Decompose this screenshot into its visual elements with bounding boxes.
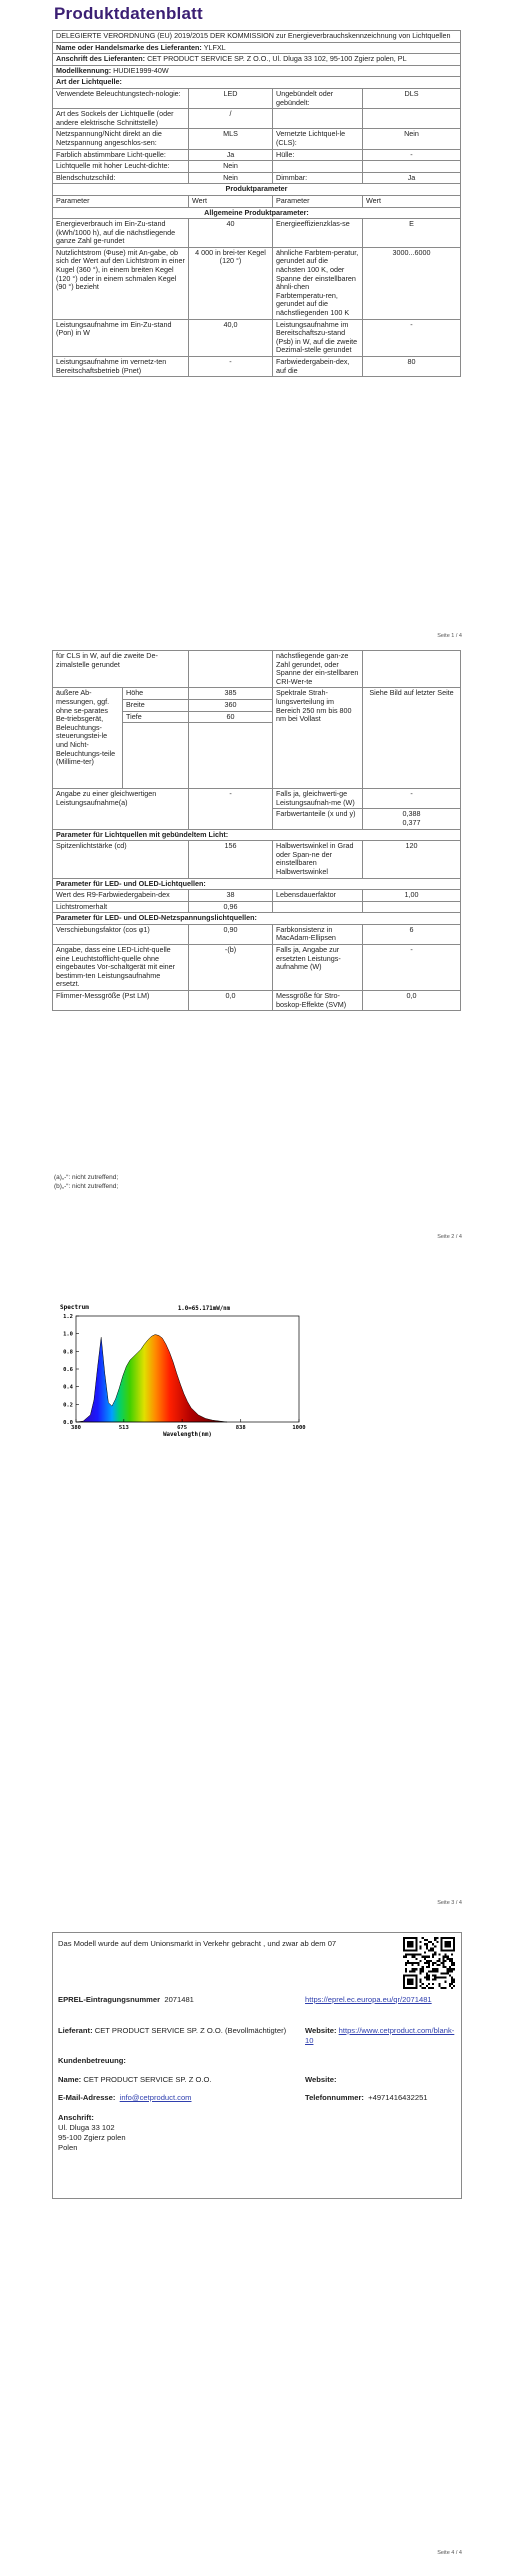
param-value: / xyxy=(189,109,273,129)
table-row xyxy=(53,924,461,944)
table-row xyxy=(53,161,461,173)
supplier-address-row: Anschrift des Lieferanten: CET PRODUCT SERVICE SP. Z O.O., Ul. Dluga 33 102, 95-100 Zgierz polen, PL xyxy=(53,54,461,66)
param-value-2: Ja xyxy=(363,172,461,184)
param-value-2: 80 xyxy=(363,357,461,377)
email-link[interactable]: info@cetproduct.com xyxy=(119,2093,192,2102)
dims-label: äußere Ab-messungen, ggf. ohne se-parates Be-triebsgerät, Beleuchtungs-steuerungstei-le und Nicht-Beleuchtungs-teile (Millime-ter) xyxy=(53,688,123,789)
param-value: 40 xyxy=(189,219,273,248)
cont-left: für CLS in W, auf die zweite De-zimalstelle gerundet xyxy=(53,651,189,688)
table-row xyxy=(53,901,461,913)
spectral-label: Spektrale Strah-lungsverteilung im Bereich 250 nm bis 800 nm bei Vollast xyxy=(273,688,363,789)
param-label-2: Lebensdauerfaktor xyxy=(273,890,363,902)
spectrum-area xyxy=(76,1335,227,1422)
qr-code-icon[interactable] xyxy=(403,1937,455,1989)
website-link[interactable]: https://www.cetproduct.com/blank-10 xyxy=(305,2026,455,2045)
param-value-2: E xyxy=(363,219,461,248)
regulation-text: DELEGIERTE VERORDNUNG (EU) 2019/2015 DER KOMMISSION zur Energieverbrauchskennzeichnung von Lichtquellen xyxy=(53,31,461,43)
dim-depth-label: Tiefe xyxy=(123,711,189,723)
address-line-1: Ul. Dluga 33 102 xyxy=(58,2123,115,2132)
general-heading: Allgemeine Produktparameter: xyxy=(53,207,461,219)
col-param: Parameter xyxy=(53,195,189,207)
param-label: Verwendete Beleuchtungstech-nologie: xyxy=(53,88,189,108)
param-label: Nutzlichtstrom (Φuse) mit An-gabe, ob sich der Wert auf den Lichtstrom in einer Kugel (360 °), in einem breiten Kegel (120 °) oder in einem schmalen Kegel (90 °) bezieht xyxy=(53,247,189,319)
table-row xyxy=(53,172,461,184)
param-value-2: 6 xyxy=(363,924,461,944)
param-label-2 xyxy=(273,901,363,913)
led-heading: Parameter für LED- und OLED-Lichtquellen: xyxy=(53,878,461,890)
table-row xyxy=(53,319,461,356)
params-heading: Produktparameter xyxy=(53,184,461,196)
param-value-2: 3000...6000 xyxy=(363,247,461,319)
param-value: MLS xyxy=(189,129,273,149)
table-row xyxy=(53,149,461,161)
param-label: Spitzenlichtstärke (cd) xyxy=(53,841,189,878)
param-label-2 xyxy=(273,109,363,129)
phone-row: Telefonnummer: +4971416432251 xyxy=(305,2093,428,2102)
param-value: 0,90 xyxy=(189,924,273,944)
table-row xyxy=(53,88,461,108)
page-4 xyxy=(0,1920,513,2560)
param-value-2: 0,0 xyxy=(363,991,461,1011)
param-value-2: 1,00 xyxy=(363,890,461,902)
param-label-2 xyxy=(273,161,363,173)
table-row xyxy=(53,129,461,149)
supplier-name: YLFXL xyxy=(203,42,226,52)
table-row xyxy=(53,945,461,991)
table-row xyxy=(53,357,461,377)
spectral-value: Siehe Bild auf letzter Seite xyxy=(363,688,461,789)
equiv-label: Angabe zu einer gleichwertigen Leistungsaufnahme(a) xyxy=(53,789,189,829)
directional-heading: Parameter für Lichtquellen mit gebündeltem Licht: xyxy=(53,829,461,841)
param-label-2: Energieeffizienzklas-se xyxy=(273,219,363,248)
y-tick-label: 1.0 xyxy=(63,1331,73,1338)
param-label-2: Messgröße für Stro-boskop-Effekte (SVM) xyxy=(273,991,363,1011)
model-row: Modellkennung: HUDIE1999-40W xyxy=(53,65,461,77)
dim-width-value: 360 xyxy=(189,699,273,711)
param-label-2: Hülle: xyxy=(273,149,363,161)
email-row: E-Mail-Adresse: info@cetproduct.com xyxy=(58,2093,192,2102)
supplier-name-row: Name oder Handelsmarke des Lieferanten: YLFXL xyxy=(53,42,461,54)
phone-value: +4971416432251 xyxy=(368,2093,428,2102)
dim-width-label: Breite xyxy=(123,699,189,711)
param-value: LED xyxy=(189,88,273,108)
param-value: 0,96 xyxy=(189,901,273,913)
eprel-number: 2071481 xyxy=(164,1995,194,2004)
param-label: Blendschutzschild: xyxy=(53,172,189,184)
y-tick-label: 0.4 xyxy=(63,1384,73,1391)
footnote-a: (a)„-“: nicht zutreffend; xyxy=(54,1174,119,1181)
registration-intro: Das Modell wurde auf dem Unionsmarkt in Verkehr gebracht , und zwar ab dem 07 xyxy=(58,1939,337,1948)
dim-height-label: Höhe xyxy=(123,688,189,700)
eprel-link[interactable]: https://eprel.ec.europa.eu/qr/2071481 xyxy=(305,1995,432,2004)
param-label: Angabe, dass eine LED-Licht-quelle eine Leuchtstofflicht-quelle ohne eingebautes Vor-schaltgerät mit einer bestimm-ten Leistungsaufnahme ersetzt. xyxy=(53,945,189,991)
table-row xyxy=(53,991,461,1011)
chroma-label: Farbwertanteile (x und y) xyxy=(273,809,363,829)
table-row xyxy=(53,890,461,902)
param-value-2 xyxy=(363,109,461,129)
param-value-2: Nein xyxy=(363,129,461,149)
param-label: Leistungsaufnahme im vernetz-ten Bereitschaftsbetrieb (Pnet) xyxy=(53,357,189,377)
page-number: Seite 2 / 4 xyxy=(437,1234,462,1240)
registration-box xyxy=(52,1932,462,2199)
param-label: Wert des R9-Farbwiedergabein-dex xyxy=(53,890,189,902)
service-heading: Kundenbetreuung: xyxy=(58,2056,126,2065)
page-2 xyxy=(0,640,513,1280)
col-param-2: Parameter xyxy=(273,195,363,207)
x-axis-label: Wavelength(nm) xyxy=(163,1432,212,1438)
eprel-row: EPREL-Eintragungsnummer 2071481 xyxy=(58,1995,194,2004)
table-row xyxy=(53,219,461,248)
param-value-2: - xyxy=(363,149,461,161)
header-block xyxy=(52,30,460,377)
param-label-2: Dimmbar: xyxy=(273,172,363,184)
param-label-2: Farbwiedergabein-dex, auf die xyxy=(273,357,363,377)
table-row xyxy=(53,247,461,319)
param-label-2: ähnliche Farbtem-peratur, gerundet auf die nächsten 100 K, oder Spanne der einstellbaren ähnli-chen Farbtemperatu-ren, gerundet auf die nächstliegenden 100 K xyxy=(273,247,363,319)
page-number: Seite 3 / 4 xyxy=(437,1900,462,1906)
param-value-2: - xyxy=(363,319,461,356)
footnotes xyxy=(54,1173,118,1191)
param-value: 40,0 xyxy=(189,319,273,356)
service-website-label: Website: xyxy=(305,2075,337,2084)
param-value-2: 120 xyxy=(363,841,461,878)
param-label-2: Ungebündelt oder gebündelt: xyxy=(273,88,363,108)
params-continued xyxy=(52,650,460,1011)
address-line-2: 95-100 Zgierz polen xyxy=(58,2133,126,2142)
param-label: Farblich abstimmbare Licht-quelle: xyxy=(53,149,189,161)
param-value: Nein xyxy=(189,172,273,184)
dim-depth-value: 60 xyxy=(189,711,273,723)
param-label: Art des Sockels der Lichtquelle (oder andere elektrische Schnittstelle) xyxy=(53,109,189,129)
supplier-address: CET PRODUCT SERVICE SP. Z O.O., Ul. Dluga 33 102, 95-100 Zgierz polen, PL xyxy=(147,54,407,64)
param-label: Netzspannung/Nicht direkt an die Netzspannung angeschlos-sen: xyxy=(53,129,189,149)
service-name-row: Name: CET PRODUCT SERVICE SP. Z O.O. xyxy=(58,2075,212,2084)
param-value-2 xyxy=(363,161,461,173)
y-tick-label: 0.0 xyxy=(63,1420,73,1426)
page-3 xyxy=(0,1280,513,1920)
table-row xyxy=(53,841,461,878)
col-value: Wert xyxy=(189,195,273,207)
param-label: Lichtstromerhalt xyxy=(53,901,189,913)
equiv-value: - xyxy=(189,789,273,829)
col-value-2: Wert xyxy=(363,195,461,207)
param-label-2: Vernetzte Lichtquel-le (CLS): xyxy=(273,129,363,149)
y-tick-label: 0.6 xyxy=(63,1367,73,1373)
table-row xyxy=(53,109,461,129)
param-value: Ja xyxy=(189,149,273,161)
footnote-b: (b)„-“: nicht zutreffend; xyxy=(54,1183,119,1190)
param-value-2: - xyxy=(363,945,461,991)
param-label: Leistungsaufnahme im Ein-Zu-stand (Pon) in W xyxy=(53,319,189,356)
param-label-2: Falls ja, Angabe zur ersetzten Leistungs-aufnahme (W) xyxy=(273,945,363,991)
param-value: 4 000 in brei-ter Kegel (120 °) xyxy=(189,247,273,319)
chart-title: Spectrum xyxy=(60,1304,89,1311)
param-label: Verschiebungsfaktor (cos φ1) xyxy=(53,924,189,944)
param-label: Energieverbrauch im Ein-Zu-stand (kWh/1000 h), auf die nächstliegende ganze Zahl ge-rundet xyxy=(53,219,189,248)
y-tick-label: 1.2 xyxy=(63,1314,73,1320)
model-id: HUDIE1999-40W xyxy=(113,65,169,75)
param-label-2: Halbwertswinkel in Grad oder Span-ne der einstellbaren Halbwertswinkel xyxy=(273,841,363,878)
equiv-r-label: Falls ja, gleichwerti-ge Leistungsaufnah-me (W) xyxy=(273,789,363,809)
param-label: Flimmer-Messgröße (Pst LM) xyxy=(53,991,189,1011)
x-tick-label: 1000 xyxy=(292,1425,306,1431)
param-value: -(b) xyxy=(189,945,273,991)
param-value-2: DLS xyxy=(363,88,461,108)
y-tick-label: 0.2 xyxy=(63,1402,73,1409)
param-value-2 xyxy=(363,901,461,913)
page-title: Produktdatenblatt xyxy=(54,4,203,23)
x-tick-label: 380 xyxy=(71,1425,81,1431)
param-value: 0,0 xyxy=(189,991,273,1011)
x-tick-label: 675 xyxy=(177,1425,188,1431)
cont-right: nächstliegende gan-ze Zahl gerundet, oder Spanne der ein-stellbaren CRI-Wer-te xyxy=(273,651,363,688)
param-value: 38 xyxy=(189,890,273,902)
param-label-2: Leistungsaufnahme im Bereitschaftszu-stand (Psb) in W, auf die zweite Dezimal-stelle gerundet xyxy=(273,319,363,356)
page-1 xyxy=(0,0,513,640)
supplier-row: Lieferant: CET PRODUCT SERVICE SP. Z O.O. (Bevollmächtigter) xyxy=(58,2026,287,2035)
param-value: Nein xyxy=(189,161,273,173)
param-label: Lichtquelle mit hoher Leucht-dichte: xyxy=(53,161,189,173)
page-number: Seite 1 / 4 xyxy=(437,633,462,639)
equiv-r-value: - xyxy=(363,789,461,809)
x-tick-label: 513 xyxy=(118,1425,129,1431)
spectrum-chart xyxy=(54,1300,334,1440)
mains-heading: Parameter für LED- und OLED-Netzspannungslichtquellen: xyxy=(53,913,461,925)
chart-annotation: 1.0=65.171mW/nm xyxy=(177,1306,231,1312)
chroma-value: 0,388 0,377 xyxy=(363,809,461,829)
param-value: 156 xyxy=(189,841,273,878)
type-heading: Art der Lichtquelle: xyxy=(53,77,461,89)
dim-height-value: 385 xyxy=(189,688,273,700)
website-row: Website: https://www.cetproduct.com/blank-10 xyxy=(305,2026,455,2045)
page-number: Seite 4 / 4 xyxy=(437,2550,462,2556)
y-tick-label: 0.8 xyxy=(63,1349,73,1356)
address-line-3: Polen xyxy=(58,2143,78,2152)
param-label-2: Farbkonsistenz in MacAdam-Ellipsen xyxy=(273,924,363,944)
address-block: Anschrift: Ul. Dluga 33 102 95-100 Zgierz polen Polen xyxy=(58,2113,126,2152)
x-tick-label: 838 xyxy=(235,1425,246,1431)
param-value: - xyxy=(189,357,273,377)
